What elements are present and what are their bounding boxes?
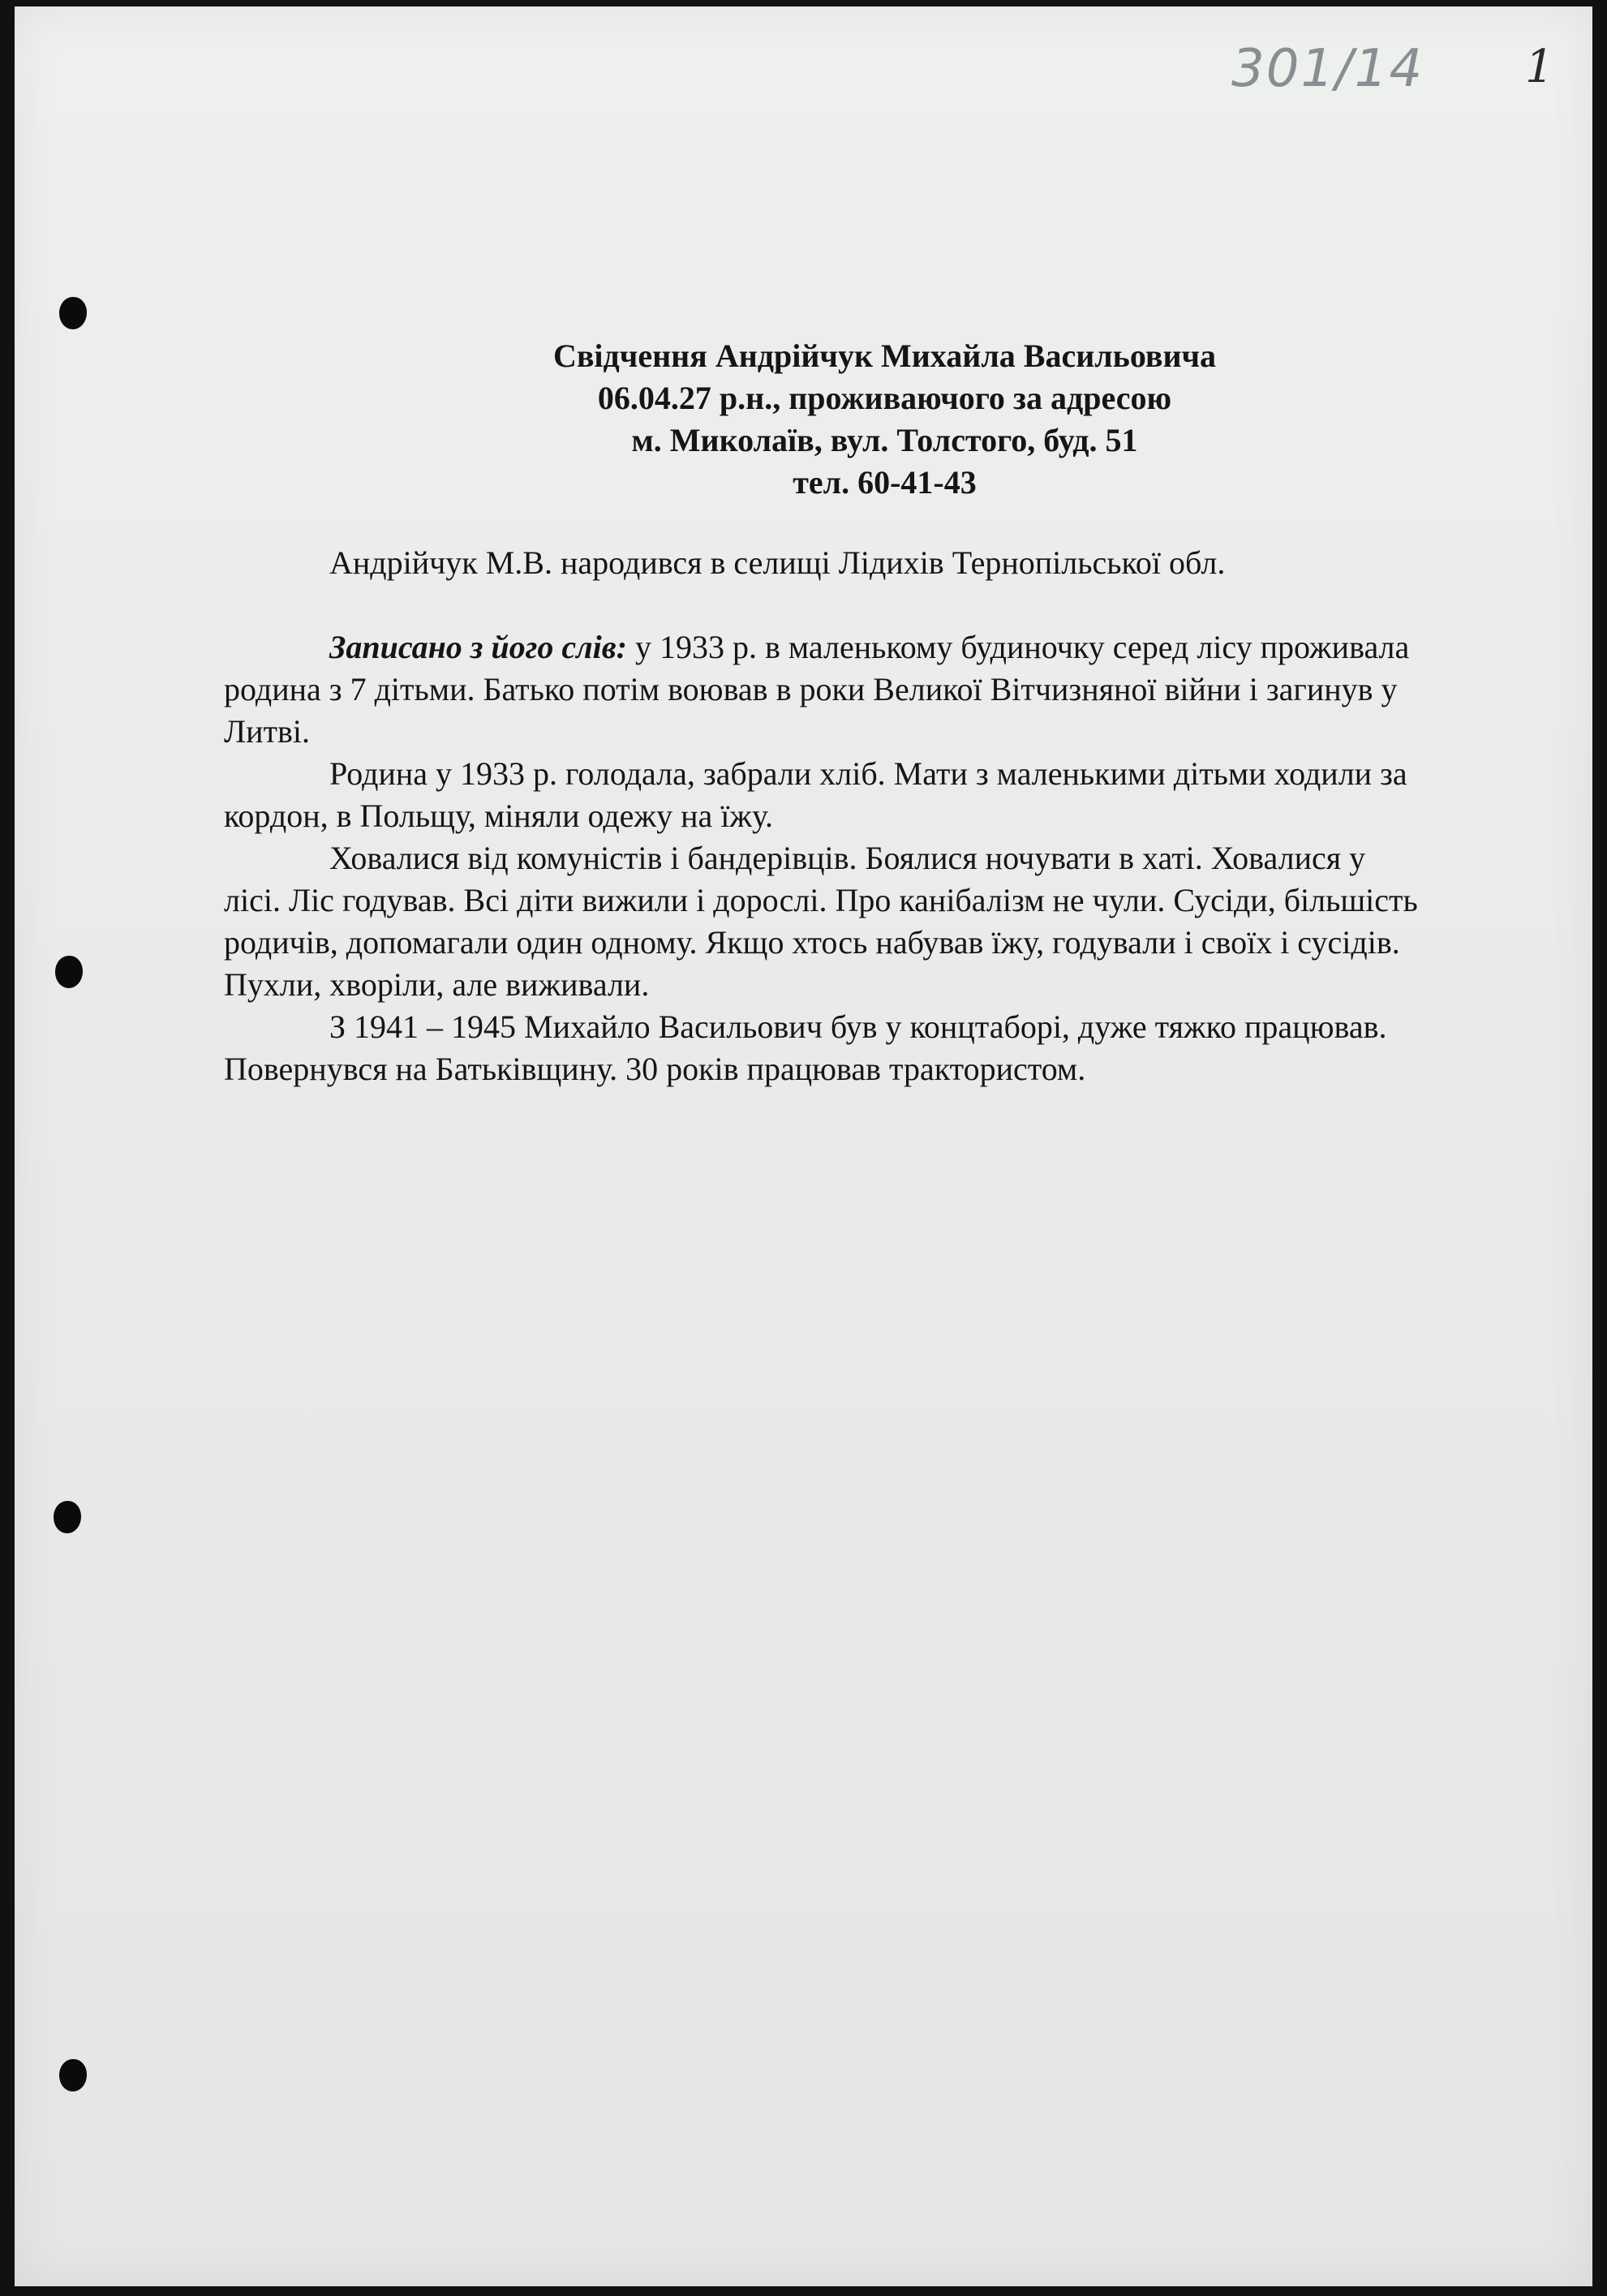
document-page xyxy=(15,6,1592,2286)
punch-hole-1 xyxy=(59,297,87,329)
header-street-address: м. Миколаїв, вул. Толстого, буд. 51 xyxy=(631,422,1138,458)
punch-hole-4 xyxy=(59,2059,87,2092)
header-birthdate-address: 06.04.27 р.н., проживаючого за адресою xyxy=(597,380,1172,416)
paragraph-1 xyxy=(224,626,1424,753)
paragraph-4: З 1941 – 1945 Михайло Васильович був у концтаборі, дуже тяжко працював. Повернувся на Батьківщину. 30 років працював трактористом. xyxy=(224,1008,1387,1087)
paragraph-2: Родина у 1933 р. голодала, забрали хліб. Мати з маленькими дітьми ходили за кордон, в Польщу, міняли одежу на їжу. xyxy=(224,755,1407,834)
intro-paragraph: Андрійчук М.В. народився в селищі Лідихів Тернопільської обл. xyxy=(329,544,1226,581)
punch-hole-2 xyxy=(55,956,83,988)
header-phone: тел. 60-41-43 xyxy=(793,464,977,501)
page-number: 1 xyxy=(1525,41,1554,93)
paragraph-1-lead: Записано з його слів: xyxy=(329,629,627,665)
header-title: Свідчення Андрійчук Михайла Васильовича xyxy=(552,338,1217,374)
paragraph-3: Ховалися від комуністів і бандерівців. Боялися ночувати в хаті. Ховалися у лісі. Ліс годував. Всі діти вижили і дорослі. Про канібалізм не чули. Сусіди, більшість родичів, допомагали один одному. Якщо хтось набував їжу, годували і своїх і сусідів. Пухли, хворіли, але виживали. xyxy=(224,840,1418,1003)
testimony-body xyxy=(224,542,1424,1090)
document-header xyxy=(15,335,1592,504)
paragraph-1-text: у 1933 р. в маленькому будиночку серед лісу проживала родина з 7 дітьми. Батько потім воював в роки Великої Вітчизняної війни і загинув у Литві. xyxy=(224,629,1410,750)
punch-hole-3 xyxy=(54,1501,81,1533)
handwritten-archive-note: 301/14 xyxy=(1231,39,1424,99)
